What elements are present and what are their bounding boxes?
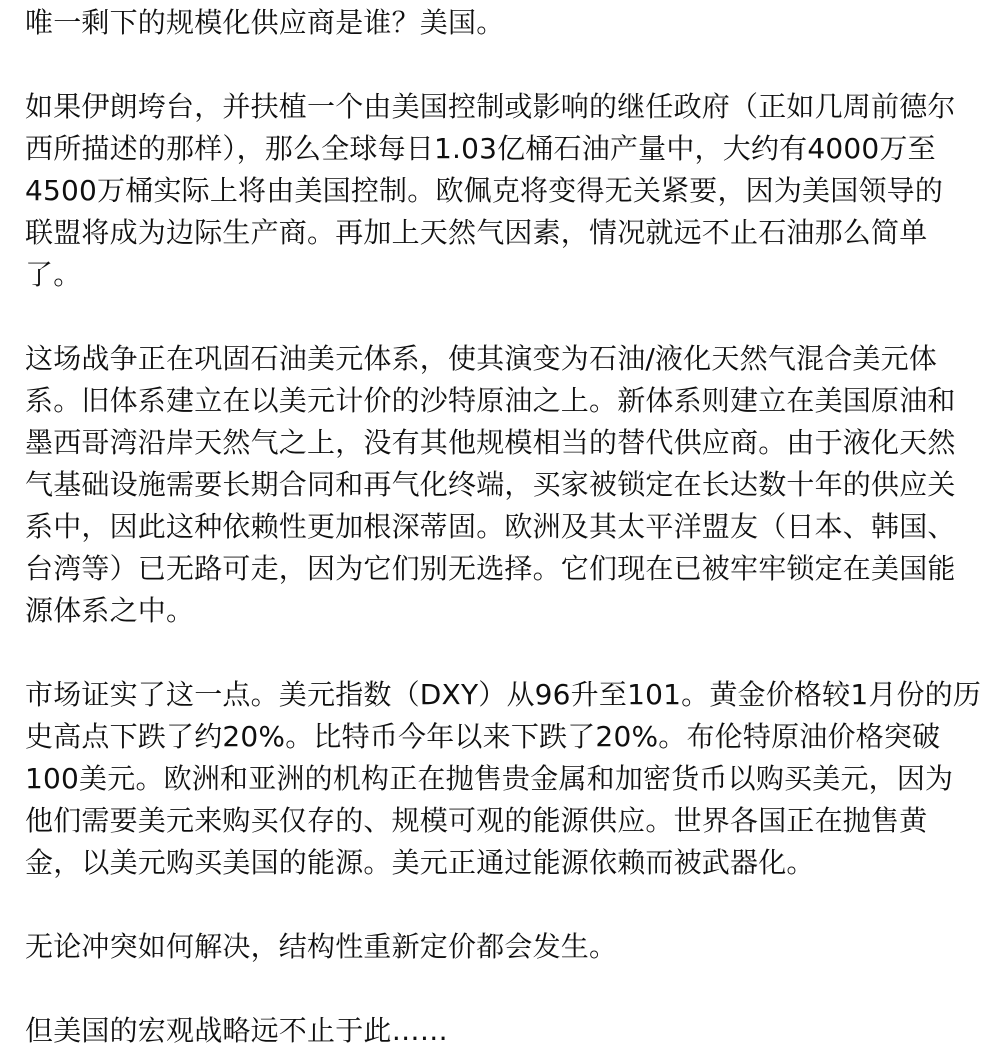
- text-line: 金，以美元购买美国的能源。美元正通过能源依赖而被武器化。: [25, 846, 815, 879]
- text-line: 但美国的宏观战略远不止于此……: [25, 1014, 449, 1047]
- paragraph-spacer: [25, 296, 975, 338]
- text-line: 这场战争正在巩固石油美元体系，使其演变为石油/液化天然气混合美元体: [25, 342, 938, 375]
- text-line: 100美元。欧洲和亚洲的机构正在抛售贵金属和加密货币以购买美元，因为: [25, 762, 954, 795]
- paragraph-spacer: [25, 44, 975, 86]
- paragraph-spacer: [25, 884, 975, 926]
- paragraph-spacer: [25, 632, 975, 674]
- text-line: 西所描述的那样），那么全球每日1.03亿桶石油产量中，大约有4000万至: [25, 132, 936, 165]
- text-line: 系中，因此这种依赖性更加根深蒂固。欧洲及其太平洋盟友（日本、韩国、: [25, 510, 956, 543]
- text-line: 史高点下跌了约20%。比特币今年以来下跌了20%。布伦特原油价格突破: [25, 720, 941, 753]
- paragraph-6: [25, 1010, 975, 1052]
- text-line: 无论冲突如何解决，结构性重新定价都会发生。: [25, 930, 618, 963]
- text-line: 台湾等）已无路可走，因为它们别无选择。它们现在已被牢牢锁定在美国能: [25, 552, 956, 585]
- text-line: 气基础设施需要长期合同和再气化终端，买家被锁定在长达数十年的供应关: [25, 468, 956, 501]
- paragraph-1: [25, 2, 975, 44]
- text-line: 联盟将成为边际生产商。再加上天然气因素，情况就远不止石油那么简单: [25, 216, 928, 249]
- text-line: 源体系之中。: [25, 594, 195, 627]
- text-line: 了。: [25, 258, 82, 291]
- paragraph-3: [25, 338, 975, 632]
- text-line: 4500万桶实际上将由美国控制。欧佩克将变得无关紧要，因为美国领导的: [25, 174, 944, 207]
- text-line: 如果伊朗垮台，并扶植一个由美国控制或影响的继任政府（正如几周前德尔: [25, 90, 956, 123]
- text-line: 系。旧体系建立在以美元计价的沙特原油之上。新体系则建立在美国原油和: [25, 384, 956, 417]
- text-line: 唯一剩下的规模化供应商是谁？美国。: [25, 6, 505, 39]
- text-line: 他们需要美元来购买仅存的、规模可观的能源供应。世界各国正在抛售黄: [25, 804, 928, 837]
- paragraph-2: [25, 86, 975, 296]
- text-line: 市场证实了这一点。美元指数（DXY）从96升至101。黄金价格较1月份的历: [25, 678, 982, 711]
- paragraph-4: [25, 674, 982, 884]
- paragraph-5: [25, 926, 975, 968]
- article-body: [25, 2, 982, 1052]
- paragraph-spacer: [25, 968, 975, 1010]
- text-line: 墨西哥湾沿岸天然气之上，没有其他规模相当的替代供应商。由于液化天然: [25, 426, 956, 459]
